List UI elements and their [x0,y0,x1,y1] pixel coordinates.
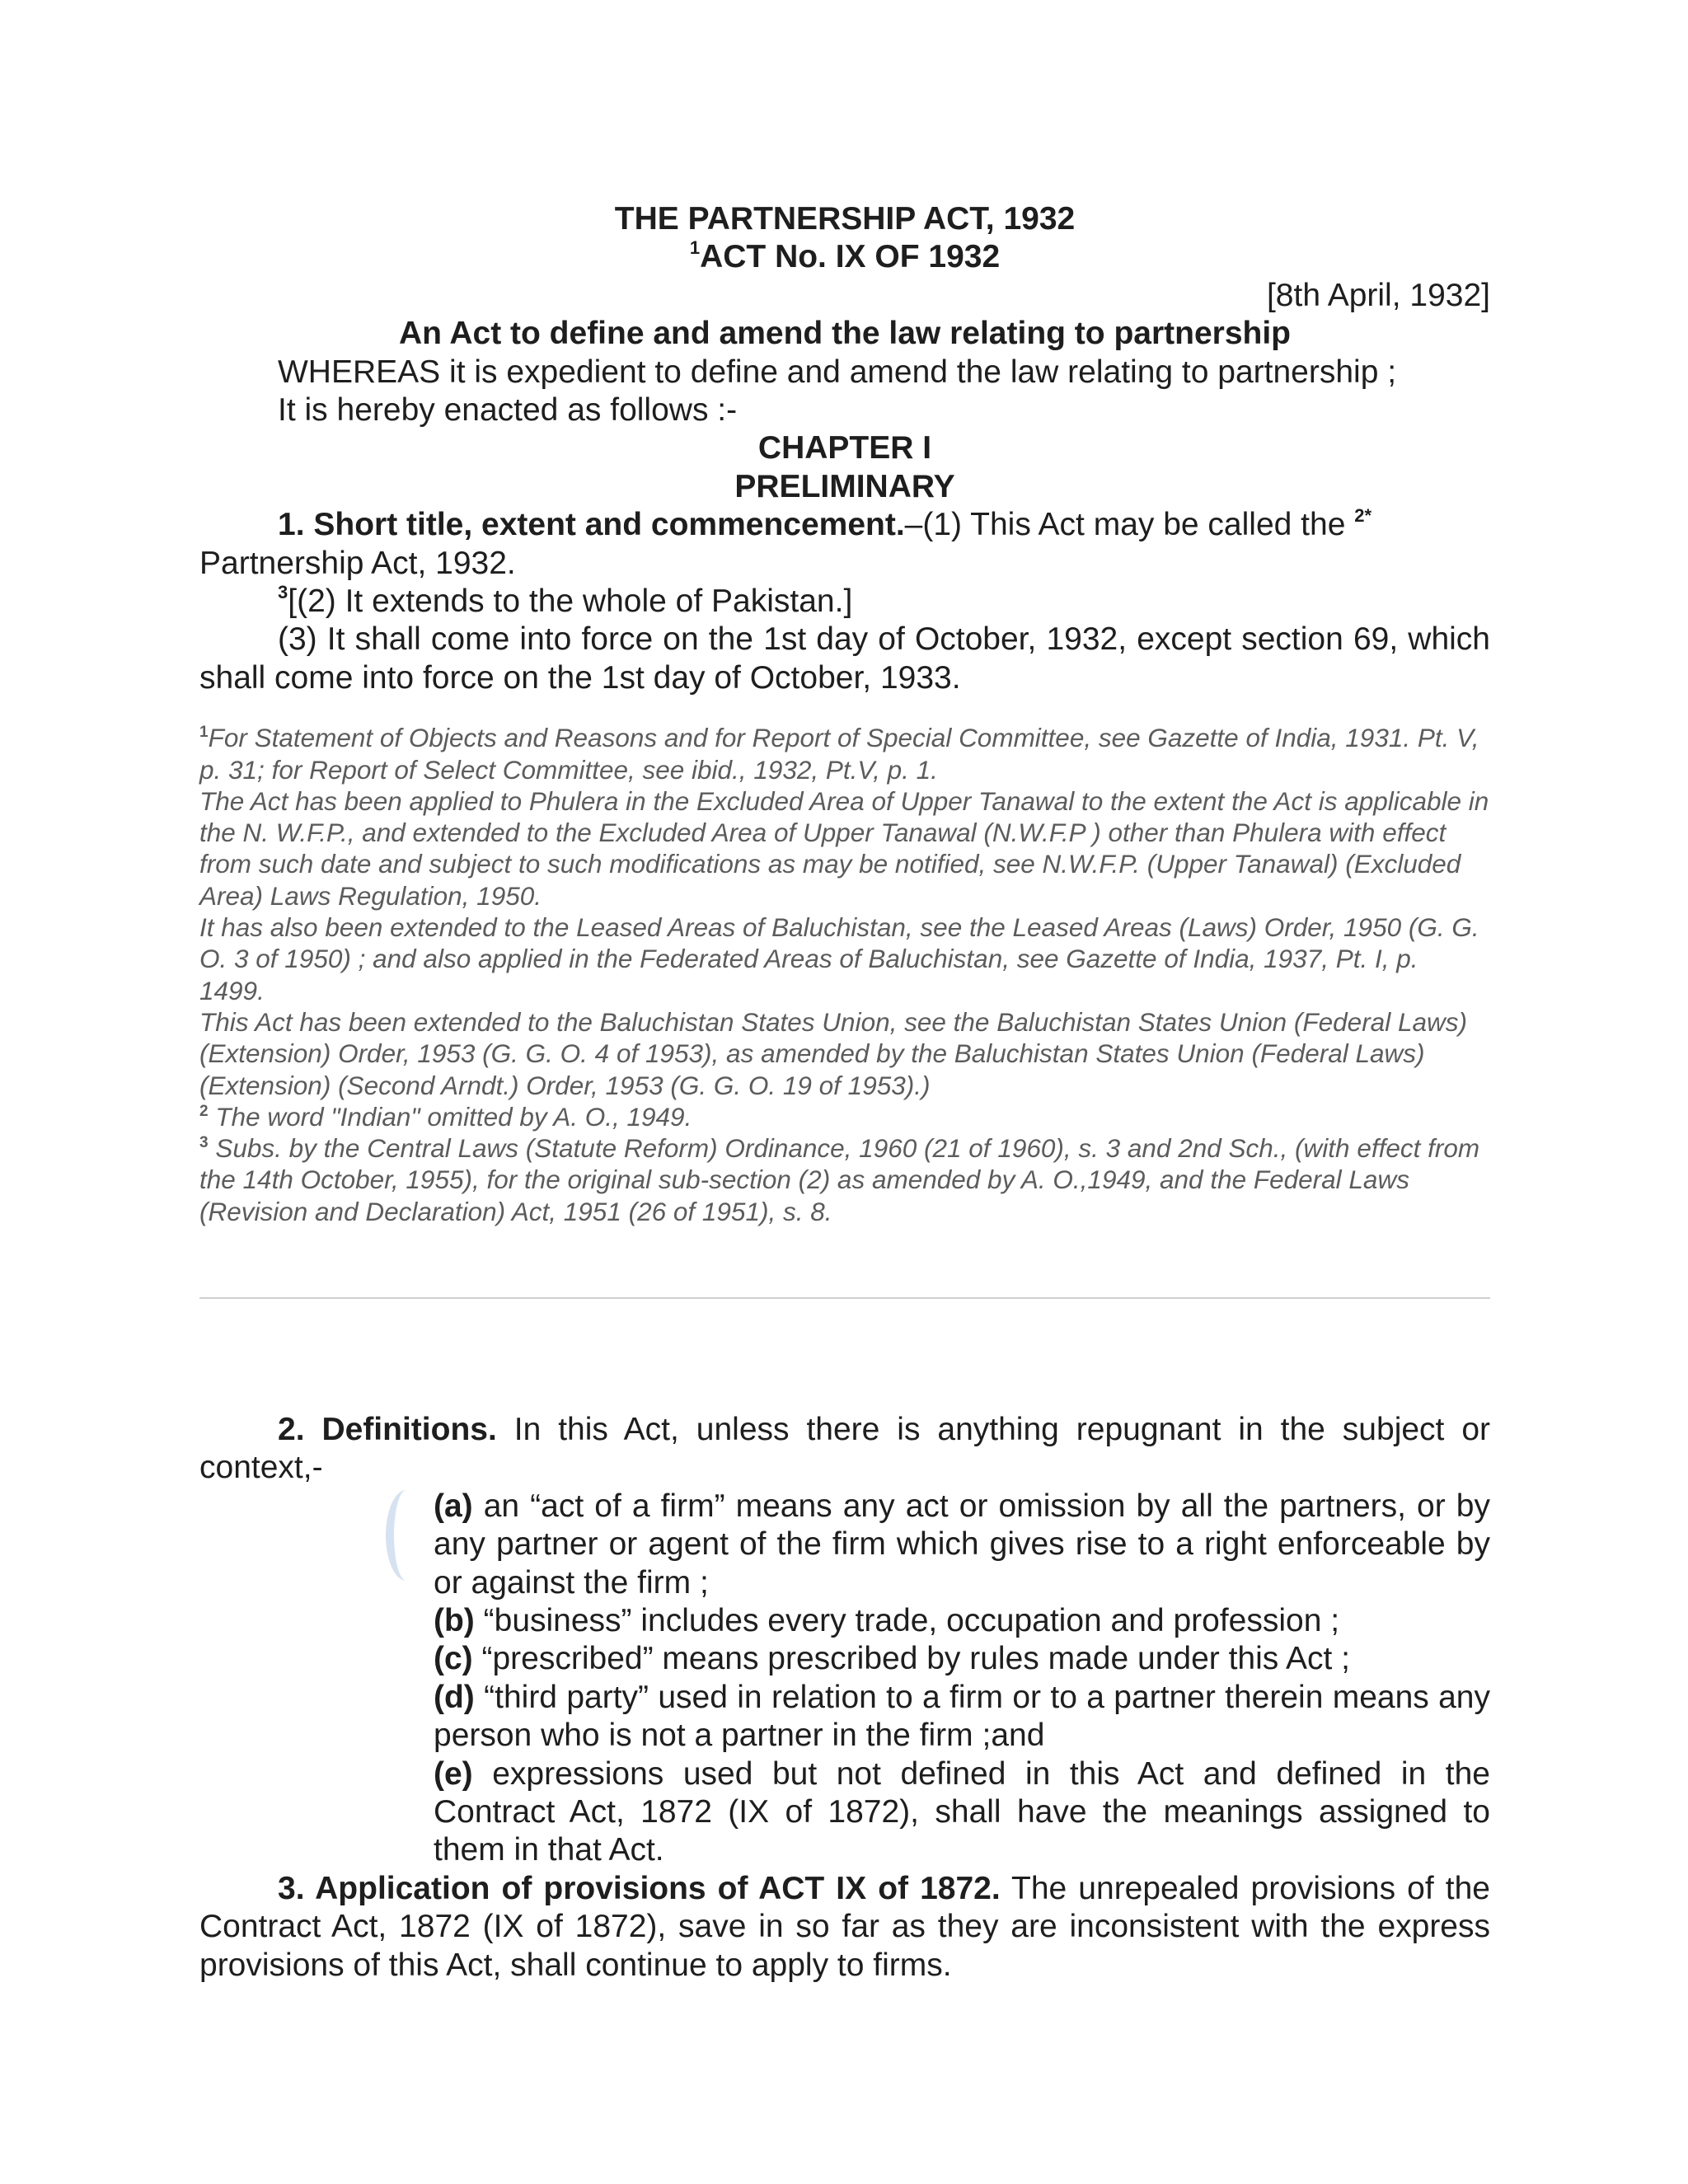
chapter-number: CHAPTER I [757,430,932,466]
definition-d: (d) “third party” used in relation to a firm or to a partner therein means any person who is not a partner in the firm ;and [434,1679,1490,1754]
footnotes [199,722,1490,1227]
definition-e: (e) expressions used but not defined in this Act and defined in the Contract Act, 1872 (IX of 1872), shall have the meanings assigned to them in that Act. [434,1755,1490,1868]
footnote-marker: 2* [1354,505,1372,527]
section-3-heading: 3. Application of provisions of ACT IX of 1872. [278,1870,1001,1906]
section-1: 1. Short title, extent and commencement.–(1) This Act may be called the $^{2*}$ Partnership Act, 1932. [199,505,1372,581]
footnote-marker: 1 [689,237,701,259]
definition-b: (b) “business” includes every trade, occupation and profession ; [434,1603,1340,1639]
footnote-1: $^1$For Statement of Objects and Reasons and for Report of Special Committee, see Gazette of India, 1931. Pt. V, p. 31; for Report of Select Committee, see ibid., 1932, Pt.V, p. 1. [199,723,1479,785]
definition-c: (c) “prescribed” means prescribed by rules made under this Act ; [434,1641,1350,1677]
chapter-title: PRELIMINARY [734,468,955,504]
footnote-2: $^2$ The word "Indian" omitted by A. O., 1949. [199,1101,692,1132]
section-1-heading: 1. Short title, extent and commencement. [278,507,905,543]
section-2-heading: 2. Definitions. [278,1412,497,1447]
second-page-body [199,1411,1490,1985]
enacting-clause: It is hereby enacted as follows :- [278,392,738,429]
long-title: An Act to define and amend the law relating to partnership [398,316,1291,352]
section-1-3: (3) It shall come into force on the 1st day of October, 1932, except section 69, which shall come into force on the 1st day of October, 1933. [199,621,1490,696]
first-page-body [199,200,1490,1227]
footnote-1d: This Act has been extended to the Baluchistan States Union, see the Baluchistan States Union (Federal Laws) (Extension) Order, 1953 (G. G. O. 4 of 1953), as amended by the Baluchistan States Union (Federal Laws) (Extension) (Second Arndt.) Order, 1953 (G. G. O. 19 of 1953).) [199,1006,1467,1100]
section-1-2: $^3$[(2) It extends to the whole of Pakistan.] [278,582,853,620]
preamble: WHEREAS it is expedient to define and amend the law relating to partnership ; [278,354,1397,390]
definition-a: (a) an “act of a firm” means any act or omission by all the partners, or by any partner or agent of the firm which gives rise to a right enforceable by or against the firm ; [434,1488,1490,1601]
act-title: THE PARTNERSHIP ACT, 1932 [614,201,1076,237]
footnote-3: $^3$ Subs. by the Central Laws (Statute Reform) Ordinance, 1960 (21 of 1960), s. 3 and 2nd Sch., (with effect from the 14th October, 1955), for the original sub-section (2) as amended by A. O.,1949, and the Federal Laws (Revision and Declaration) Act, 1951 (26 of 1951), s. 8. [199,1133,1480,1226]
definitions-list [434,1488,1490,1870]
act-date: [8th April, 1932] [1266,277,1490,313]
footnote-marker: 3 [278,582,288,603]
page-divider [199,1297,1490,1299]
act-number: $^1$ACT No. IX OF 1932 [689,237,1001,275]
section-2: 2. Definitions. In this Act, unless there is anything repugnant in the subject or context,- [199,1412,1490,1486]
footnote-1b: The Act has been applied to Phulera in the Excluded Area of Upper Tanawal to the extent the Act is applicable in the N. W.F.P., and extended to the Excluded Area of Upper Tanawal (N.W.F.P ) other than Phulera with effect from such date and subject to such modifications as may be notified, see N.W.F.P. (Upper Tanawal) (Excluded Area) Laws Regulation, 1950. [199,785,1489,911]
section-3: 3. Application of provisions of ACT IX of 1872. The unrepealed provisions of the Contract Act, 1872 (IX of 1872), save in so far as they are inconsistent with the express provisions of this Act, shall continue to apply to firms. [199,1870,1490,1983]
footnote-1c: It has also been extended to the Leased Areas of Baluchistan, see the Leased Areas (Laws) Order, 1950 (G. G. O. 3 of 1950) ; and also applied in the Federated Areas of Baluchistan, see Gazette of India, 1937, Pt. I, p. 1499. [199,912,1479,1005]
